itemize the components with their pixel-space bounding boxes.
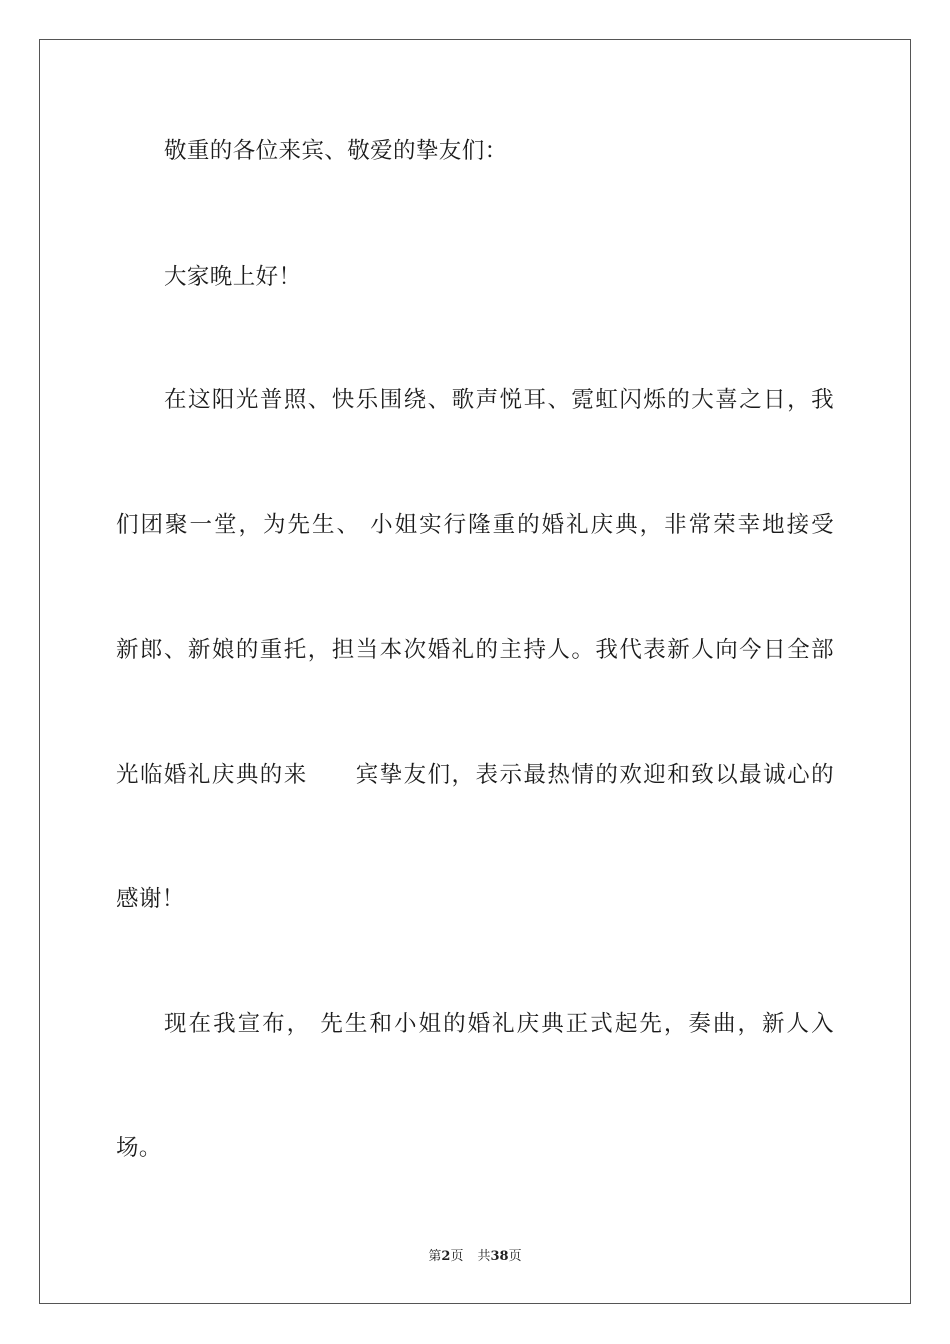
paragraph-line: 现在我宣布， 先生和小姐的婚礼庆典正式起先，奏曲，新人入: [164, 1011, 834, 1037]
paragraph-line: 在这阳光普照、快乐围绕、歌声悦耳、霓虹闪烁的大喜之日，我: [164, 387, 834, 413]
greeting-line: 大家晚上好！: [164, 264, 302, 290]
total-pages: 38: [490, 1249, 509, 1264]
page-number: 2: [441, 1249, 451, 1264]
paragraph-line: 感谢！: [116, 886, 185, 912]
page-suffix: 页: [450, 1249, 464, 1264]
total-suffix: 页: [508, 1249, 522, 1264]
paragraph-line: 新郎、新娘的重托，担当本次婚礼的主持人。我代表新人向今日全部: [116, 637, 834, 663]
paragraph-line: 场。: [116, 1135, 162, 1161]
paragraph-line: 光临婚礼庆典的来 宾挚友们，表示最热情的欢迎和致以最诚心的: [116, 762, 834, 788]
page-footer: [0, 1248, 950, 1266]
salutation-line: 敬重的各位来宾、敬爱的挚友们：: [164, 138, 508, 164]
page-prefix: 第: [428, 1249, 442, 1264]
total-prefix: 共: [477, 1249, 491, 1264]
paragraph-line: 们团聚一堂，为先生、 小姐实行隆重的婚礼庆典，非常荣幸地接受: [116, 512, 834, 538]
page-frame: [39, 39, 911, 1304]
